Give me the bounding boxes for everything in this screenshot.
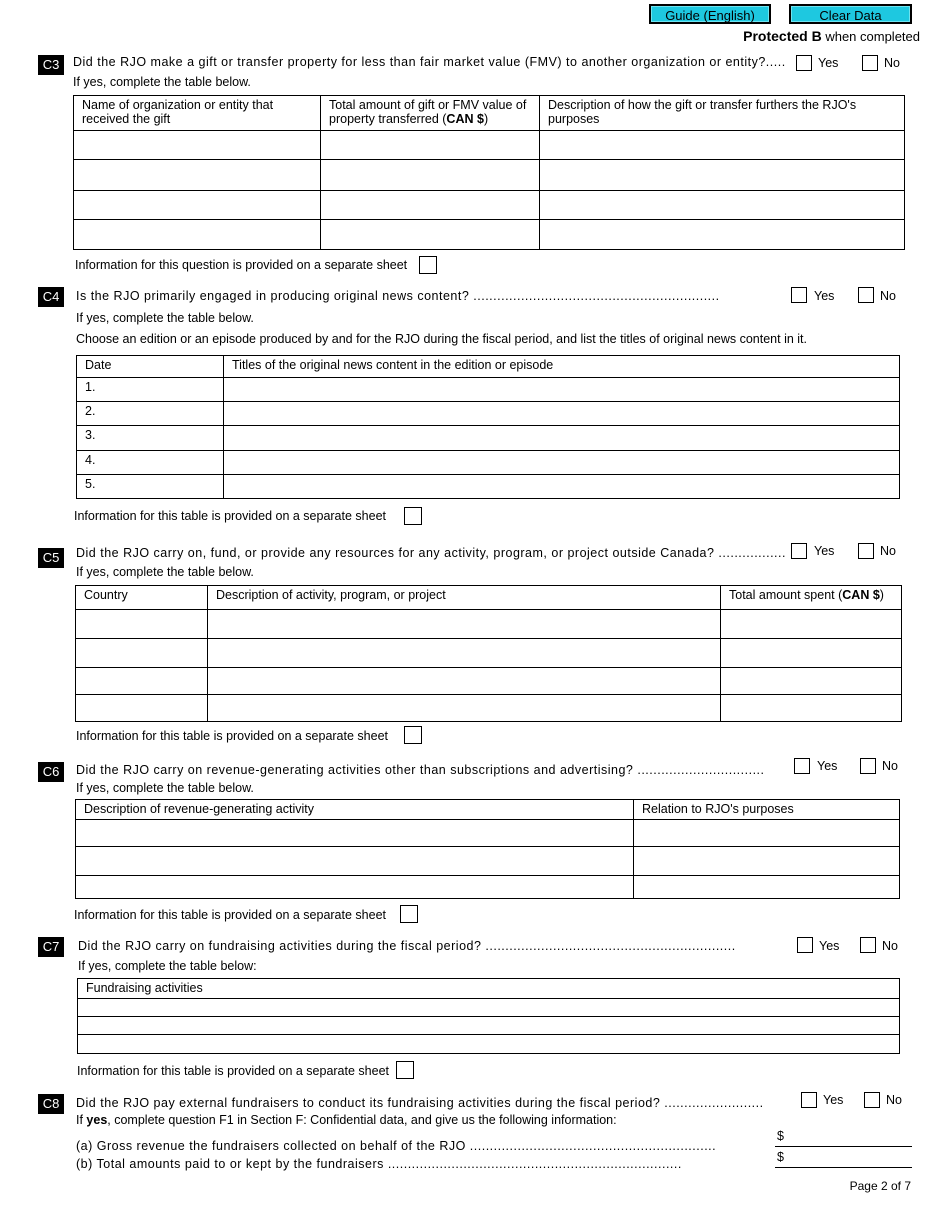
- question-tag-c4: C4: [38, 287, 64, 307]
- c4-no-label: No: [880, 289, 896, 303]
- c6-separate-sheet-checkbox[interactable]: [400, 905, 418, 923]
- c7-yes-label: Yes: [819, 939, 840, 953]
- c3-yes-checkbox[interactable]: [796, 55, 812, 71]
- c5-outside-canada-table: [75, 585, 902, 722]
- question-tag-c3: C3: [38, 55, 64, 75]
- c8-yes-label: Yes: [823, 1093, 844, 1107]
- c4-titles-input[interactable]: [224, 378, 900, 402]
- c5-yes-label: Yes: [814, 544, 835, 558]
- c4-yes-label: Yes: [814, 289, 835, 303]
- c5-col-description-header: Description of activity, program, or project: [208, 586, 721, 610]
- c5-amount-input[interactable]: [721, 639, 902, 668]
- c5-if-yes: If yes, complete the table below.: [76, 565, 254, 579]
- c3-separate-sheet-checkbox[interactable]: [419, 256, 437, 274]
- clear-data-button[interactable]: Clear Data: [789, 4, 912, 24]
- c3-description-input[interactable]: [540, 220, 905, 250]
- c3-name-input[interactable]: [74, 191, 321, 220]
- question-tag-c8: C8: [38, 1094, 64, 1114]
- c6-relation-input[interactable]: [634, 847, 900, 876]
- c7-separate-sheet-label: Information for this table is provided on a separate sheet: [77, 1064, 389, 1078]
- table-row: [74, 220, 905, 250]
- c3-amount-input[interactable]: [321, 131, 540, 160]
- c4-date-input[interactable]: 3.: [77, 426, 224, 451]
- c3-col-name-header: Name of organization or entity that received the gift: [74, 96, 321, 131]
- c5-amount-input[interactable]: [721, 668, 902, 695]
- c4-instruction: Choose an edition or an episode produced by and for the RJO during the fiscal period, and list the titles of original news content in it.: [76, 332, 807, 346]
- c8-no-checkbox[interactable]: [864, 1092, 880, 1108]
- c5-col-country-header: Country: [76, 586, 208, 610]
- c4-no-checkbox[interactable]: [858, 287, 874, 303]
- c6-relation-input[interactable]: [634, 820, 900, 847]
- table-row: [76, 610, 902, 639]
- c3-amount-input[interactable]: [321, 160, 540, 191]
- c4-yes-checkbox[interactable]: [791, 287, 807, 303]
- c4-titles-input[interactable]: [224, 475, 900, 499]
- c3-name-input[interactable]: [74, 160, 321, 191]
- question-tag-c5: C5: [38, 548, 64, 568]
- c6-yes-label: Yes: [817, 759, 838, 773]
- c5-country-input[interactable]: [76, 695, 208, 722]
- c8-line-b-label: (b) Total amounts paid to or kept by the fundraisers ..........................................................................: [76, 1157, 682, 1171]
- c5-description-input[interactable]: [208, 695, 721, 722]
- table-row: [78, 1017, 900, 1035]
- c6-description-input[interactable]: [76, 820, 634, 847]
- c3-no-label: No: [884, 56, 900, 70]
- table-row: [78, 999, 900, 1017]
- c7-col-fundraising-header: Fundraising activities: [78, 979, 900, 999]
- c7-separate-sheet-checkbox[interactable]: [396, 1061, 414, 1079]
- c6-col-description-header: Description of revenue-generating activity: [76, 800, 634, 820]
- c6-relation-input[interactable]: [634, 876, 900, 899]
- c5-question: Did the RJO carry on, fund, or provide any resources for any activity, program, or project outside Canada? .................: [76, 546, 786, 560]
- c4-if-yes: If yes, complete the table below.: [76, 311, 254, 325]
- c5-country-input[interactable]: [76, 639, 208, 668]
- c3-col-amount-header: Total amount of gift or FMV value of property transferred (CAN $): [321, 96, 540, 131]
- c4-col-titles-header: Titles of the original news content in the edition or episode: [224, 356, 900, 378]
- protected-b-label: Protected B when completed: [743, 28, 920, 44]
- c3-description-input[interactable]: [540, 191, 905, 220]
- table-row: [78, 1035, 900, 1054]
- c5-separate-sheet-checkbox[interactable]: [404, 726, 422, 744]
- c6-question: Did the RJO carry on revenue-generating activities other than subscriptions and advertising? ................................: [76, 763, 765, 777]
- c8-line-b-input[interactable]: [775, 1166, 912, 1168]
- c4-col-date-header: Date: [77, 356, 224, 378]
- c7-no-checkbox[interactable]: [860, 937, 876, 953]
- c8-yes-checkbox[interactable]: [801, 1092, 817, 1108]
- c3-yes-label: Yes: [818, 56, 839, 70]
- c6-no-checkbox[interactable]: [860, 758, 876, 774]
- c8-line-a-label: (a) Gross revenue the fundraisers collected on behalf of the RJO ..............................................................: [76, 1139, 717, 1153]
- c7-activity-input[interactable]: [78, 1017, 900, 1035]
- table-row: [74, 191, 905, 220]
- c6-separate-sheet-label: Information for this table is provided on a separate sheet: [74, 908, 386, 922]
- c5-separate-sheet-label: Information for this table is provided on a separate sheet: [76, 729, 388, 743]
- c3-name-input[interactable]: [74, 220, 321, 250]
- c7-question: Did the RJO carry on fundraising activities during the fiscal period? ...............................................................: [78, 939, 736, 953]
- c5-yes-checkbox[interactable]: [791, 543, 807, 559]
- c3-gift-table: [73, 95, 905, 250]
- c4-titles-input[interactable]: [224, 402, 900, 426]
- c5-amount-input[interactable]: [721, 610, 902, 639]
- c5-no-label: No: [880, 544, 896, 558]
- c6-yes-checkbox[interactable]: [794, 758, 810, 774]
- c3-no-checkbox[interactable]: [862, 55, 878, 71]
- table-row: [74, 160, 905, 191]
- c4-separate-sheet-checkbox[interactable]: [404, 507, 422, 525]
- c3-amount-input[interactable]: [321, 191, 540, 220]
- c4-titles-input[interactable]: [224, 426, 900, 451]
- c5-description-input[interactable]: [208, 668, 721, 695]
- c8-no-label: No: [886, 1093, 902, 1107]
- c6-description-input[interactable]: [76, 847, 634, 876]
- table-row: [77, 451, 900, 475]
- c8-line-a-currency: $: [777, 1129, 784, 1143]
- c4-separate-sheet-label: Information for this table is provided on a separate sheet: [74, 509, 386, 523]
- c3-separate-sheet-label: Information for this question is provided on a separate sheet: [75, 258, 408, 272]
- guide-english-button[interactable]: Guide (English): [649, 4, 771, 24]
- table-row: [74, 131, 905, 160]
- c3-question: Did the RJO make a gift or transfer property for less than fair market value (FMV) to another organization or entity?.....: [73, 55, 786, 69]
- c4-titles-input[interactable]: [224, 451, 900, 475]
- c6-description-input[interactable]: [76, 876, 634, 899]
- table-row: [77, 378, 900, 402]
- c4-question: Is the RJO primarily engaged in producing original news content? ..............................................................: [76, 289, 720, 303]
- c8-line-a-input[interactable]: [775, 1145, 912, 1147]
- c5-description-input[interactable]: [208, 639, 721, 668]
- c6-revenue-table: [75, 799, 900, 899]
- c5-amount-input[interactable]: [721, 695, 902, 722]
- c7-if-yes: If yes, complete the table below:: [78, 959, 257, 973]
- c7-activity-input[interactable]: [78, 999, 900, 1017]
- c4-date-input[interactable]: 4.: [77, 451, 224, 475]
- c5-country-input[interactable]: [76, 668, 208, 695]
- table-row: [77, 426, 900, 451]
- c6-col-relation-header: Relation to RJO's purposes: [634, 800, 900, 820]
- c3-name-input[interactable]: [74, 131, 321, 160]
- c5-col-amount-header: Total amount spent (CAN $): [721, 586, 902, 610]
- c8-question: Did the RJO pay external fundraisers to conduct its fundraising activities during the fiscal period? .........................: [76, 1096, 764, 1110]
- table-row: [76, 847, 900, 876]
- table-row: [77, 402, 900, 426]
- c7-yes-checkbox[interactable]: [797, 937, 813, 953]
- question-tag-c7: C7: [38, 937, 64, 957]
- c7-fundraising-table: [77, 978, 900, 1054]
- c7-no-label: No: [882, 939, 898, 953]
- table-row: [76, 695, 902, 722]
- page-number: Page 2 of 7: [849, 1179, 911, 1193]
- c3-if-yes: If yes, complete the table below.: [73, 75, 251, 89]
- question-tag-c6: C6: [38, 762, 64, 782]
- c8-if-yes: If yes, complete question F1 in Section F: Confidential data, and give us the following information:: [76, 1113, 617, 1127]
- table-row: [76, 668, 902, 695]
- c5-no-checkbox[interactable]: [858, 543, 874, 559]
- c4-date-input[interactable]: 5.: [77, 475, 224, 499]
- c8-line-b-currency: $: [777, 1150, 784, 1164]
- c3-description-input[interactable]: [540, 160, 905, 191]
- c6-no-label: No: [882, 759, 898, 773]
- c3-amount-input[interactable]: [321, 220, 540, 250]
- table-row: [76, 639, 902, 668]
- table-row: [77, 475, 900, 499]
- table-row: [76, 820, 900, 847]
- c5-description-input[interactable]: [208, 610, 721, 639]
- c5-country-input[interactable]: [76, 610, 208, 639]
- c3-description-input[interactable]: [540, 131, 905, 160]
- c4-date-input[interactable]: 1.: [77, 378, 224, 402]
- c3-col-description-header: Description of how the gift or transfer furthers the RJO's purposes: [540, 96, 905, 131]
- c7-activity-input[interactable]: [78, 1035, 900, 1054]
- c4-news-table: [76, 355, 900, 499]
- table-row: [76, 876, 900, 899]
- c4-date-input[interactable]: 2.: [77, 402, 224, 426]
- c6-if-yes: If yes, complete the table below.: [76, 781, 254, 795]
